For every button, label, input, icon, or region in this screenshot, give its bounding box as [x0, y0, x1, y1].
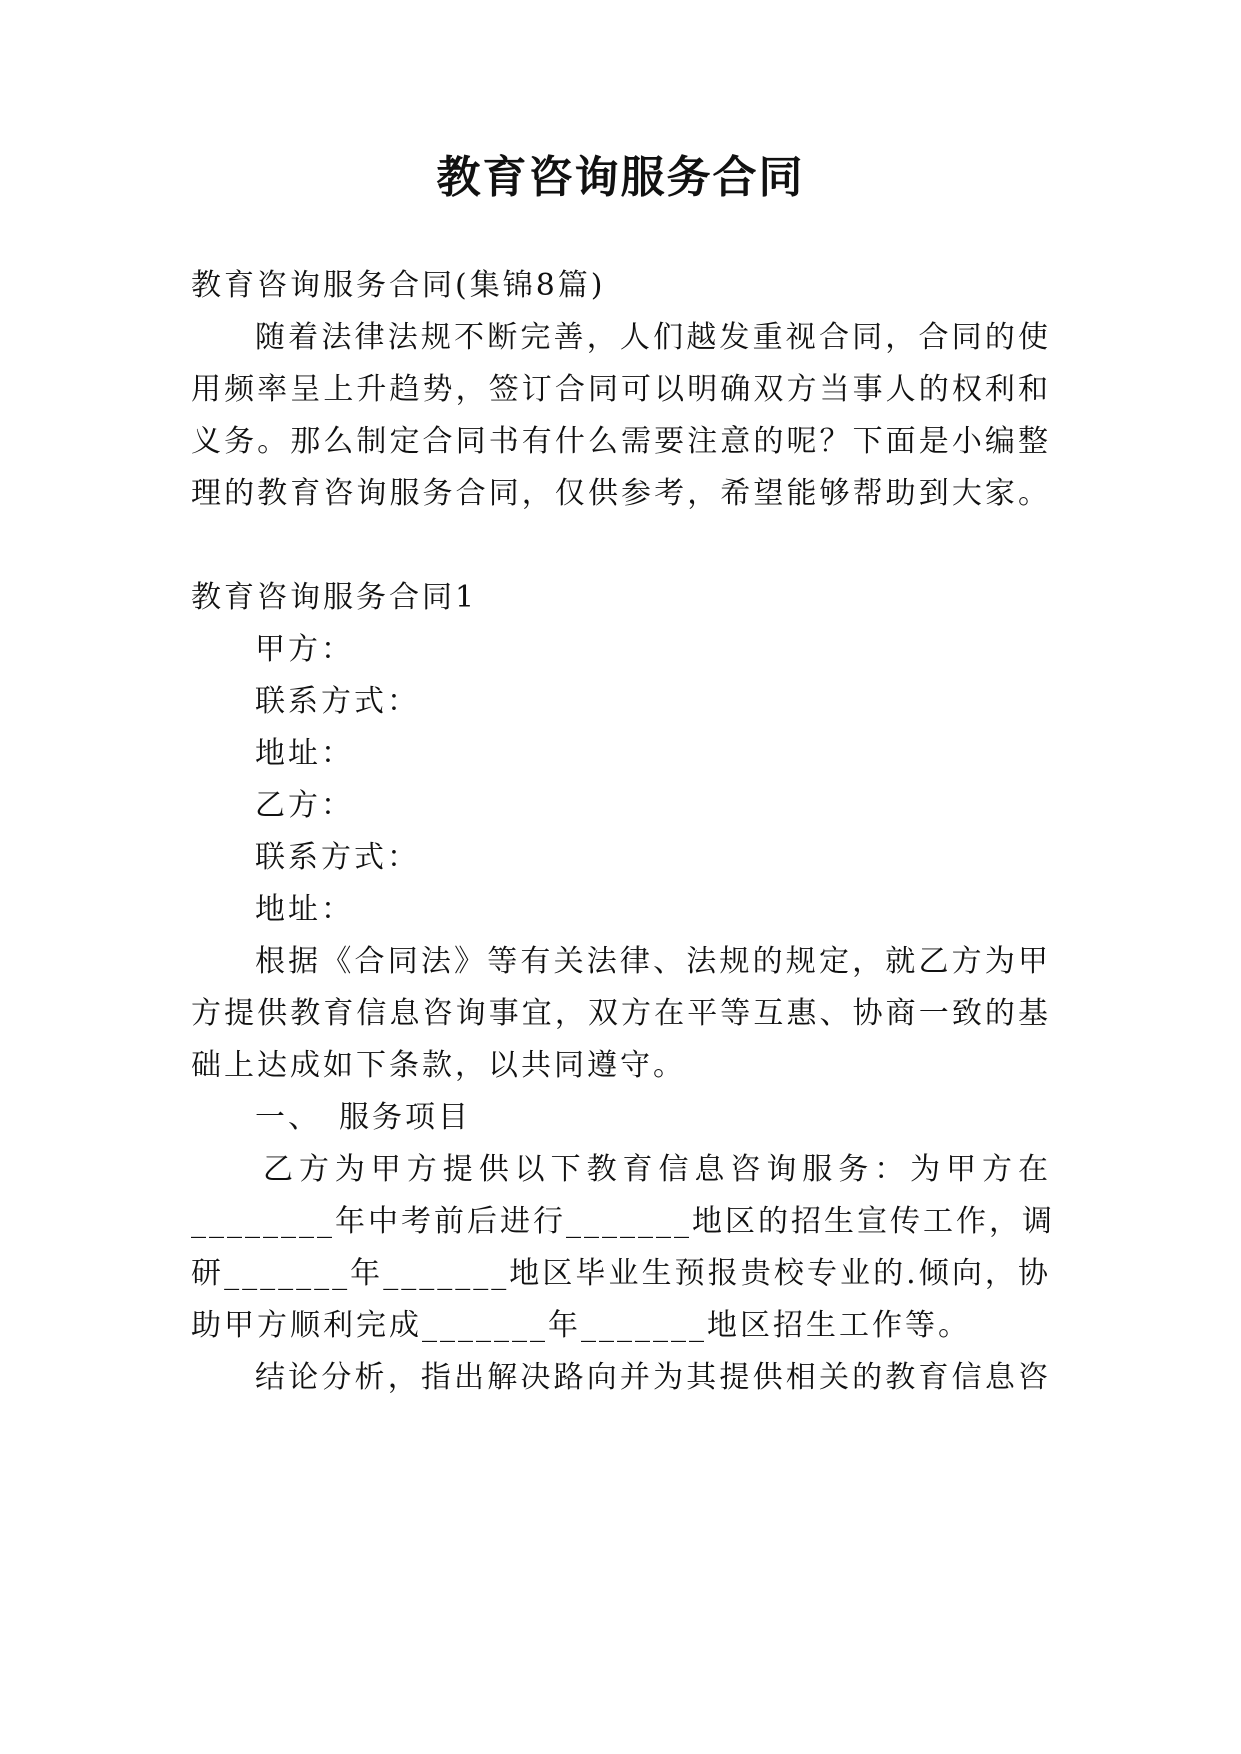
service-line-1: 乙方为甲方提供以下教育信息咨询服务：为甲方在: [263, 1152, 1051, 1187]
party-b-label: 乙方：: [255, 788, 354, 823]
intro-line-1: 随着法律法规不断完善，人们越发重视合同，合同的使: [255, 320, 1051, 355]
basis-line-2: 方提供教育信息咨询事宜，双方在平等互惠、协商一致的基: [191, 996, 1051, 1031]
service-line-4: 助甲方顺利完成_______年_______地区招生工作等。: [191, 1308, 971, 1343]
document-title: 教育咨询服务合同: [436, 152, 805, 203]
service-line-3: 研_______年_______地区毕业生预报贵校专业的.倾向，协: [191, 1256, 1051, 1291]
party-a-contact-label: 联系方式：: [255, 684, 420, 719]
section-title: 教育咨询服务合同1: [191, 580, 478, 615]
party-b-contact-label: 联系方式：: [255, 840, 420, 875]
item-heading: 一、 服务项目: [255, 1100, 471, 1135]
service-line-2: ________年中考前后进行_______地区的招生宣传工作，调: [191, 1204, 1055, 1239]
party-b-address-label: 地址：: [255, 892, 354, 927]
intro-line-3: 义务。那么制定合同书有什么需要注意的呢？下面是小编整: [191, 424, 1051, 459]
conclusion-line: 结论分析，指出解决路向并为其提供相关的教育信息咨: [255, 1360, 1051, 1395]
party-a-address-label: 地址：: [255, 736, 354, 771]
party-a-label: 甲方：: [255, 632, 354, 667]
document-subtitle: 教育咨询服务合同(集锦8篇): [191, 268, 606, 303]
basis-line-3: 础上达成如下条款，以共同遵守。: [191, 1048, 686, 1083]
intro-line-2: 用频率呈上升趋势，签订合同可以明确双方当事人的权利和: [191, 372, 1051, 407]
basis-line-1: 根据《合同法》等有关法律、法规的规定，就乙方为甲: [255, 944, 1051, 979]
intro-line-4: 理的教育咨询服务合同，仅供参考，希望能够帮助到大家。: [191, 476, 1051, 511]
